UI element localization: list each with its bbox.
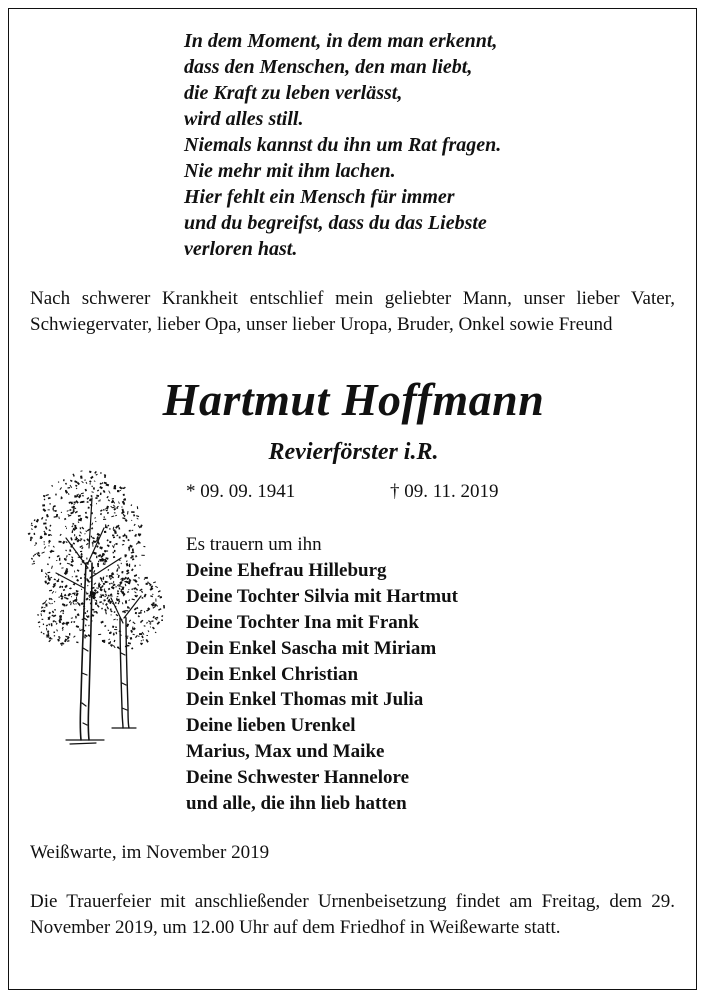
mourner-line: Deine Ehefrau Hilleburg <box>186 559 387 581</box>
mourners-intro: Es trauern um ihn <box>186 534 322 555</box>
poem <box>184 28 604 262</box>
mourner-line: Deine Tochter Ina mit Frank <box>186 611 419 633</box>
mourner-line: Dein Enkel Thomas mit Julia <box>186 689 424 711</box>
death-date: † 09. 11. 2019 <box>390 481 499 502</box>
mourner-line: Dein Enkel Christian <box>186 663 359 685</box>
poem-line: dass den Menschen, den man liebt, <box>184 56 473 78</box>
birth-date: * 09. 09. 1941 <box>186 481 296 502</box>
mourner-line: Deine Tochter Silvia mit Hartmut <box>186 585 458 607</box>
poem-line: Niemals kannst du ihn um Rat fragen. <box>184 134 502 156</box>
tree-icon <box>26 468 168 750</box>
poem-line: Hier fehlt ein Mensch für immer <box>184 186 455 208</box>
poem-line: Nie mehr mit ihm lachen. <box>184 160 396 182</box>
mourner-line: Deine Schwester Hannelore <box>186 767 410 789</box>
mourners-list <box>186 532 458 817</box>
poem-line: und du begreifst, dass du das Liebste <box>184 212 487 234</box>
poem-line: die Kraft zu leben verlässt, <box>184 82 403 104</box>
mourner-line: Marius, Max und Maike <box>186 741 385 763</box>
place-date: Weißwarte, im November 2019 <box>30 842 270 863</box>
deceased-name: Hartmut Hoffmann <box>162 374 545 425</box>
poem-line: verloren hast. <box>184 238 298 260</box>
mourner-line: und alle, die ihn lieb hatten <box>186 793 407 815</box>
intro-text: Nach schwerer Krankheit entschlief mein geliebter Mann, unser lieber Vater, Schwiegervater, lieber Opa, unser lieber Uropa, Bruder, Onkel sowie Freund <box>30 288 675 335</box>
poem-line: In dem Moment, in dem man erkennt, <box>184 30 498 52</box>
poem-line: wird alles still. <box>184 108 304 130</box>
funeral-info: Die Trauerfeier mit anschließender Urnenbeisetzung findet am Freitag, dem 29. November 2019, um 12.00 Uhr auf dem Friedhof in Weißewarte statt. <box>30 891 675 938</box>
deceased-title: Revierförster i.R. <box>268 439 439 465</box>
mourner-line: Dein Enkel Sascha mit Miriam <box>186 637 437 659</box>
mourner-line: Deine lieben Urenkel <box>186 715 356 737</box>
